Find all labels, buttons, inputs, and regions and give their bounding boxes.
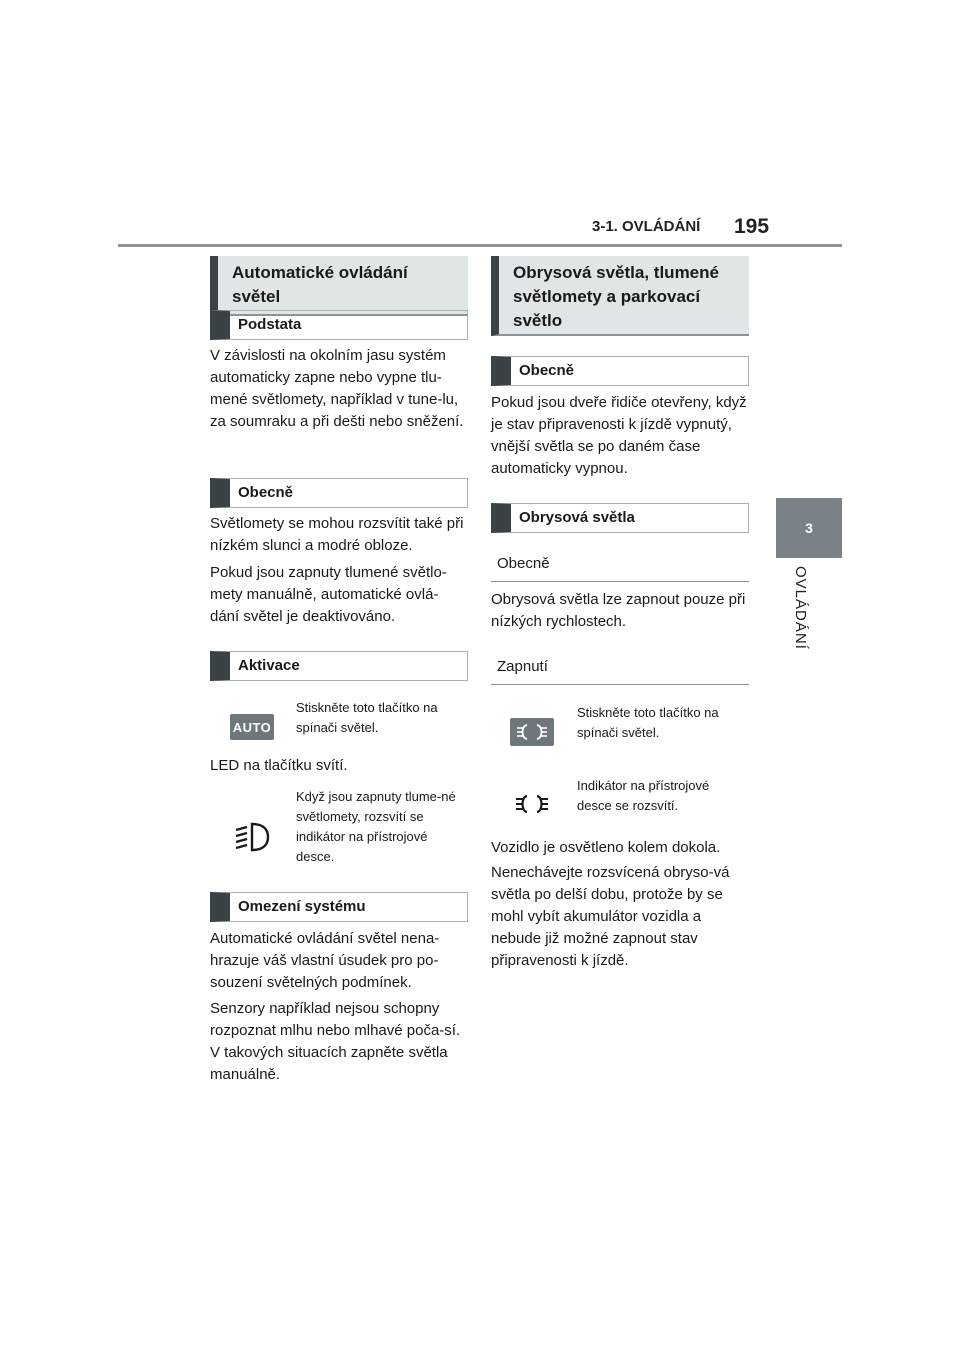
low-beam-desc: Když jsou zapnuty tlume-né světlomety, rozsvítí se indikátor na přístrojové desce. <box>296 789 456 864</box>
omezeni-text-1: Automatické ovládání světel nena-hrazuje váš vlastní úsudek pro po-souzení světelných podmínek. <box>210 930 440 991</box>
page-number: 195 <box>734 215 770 238</box>
obecne-text-1: Světlomety se mohou rozsvítit také při nízkém slunci a modré obloze. <box>210 515 464 554</box>
section-title-parking-lights: Obrysová světla, tlumené světlomety a parkovací světlo <box>491 256 749 336</box>
led-text: LED na tlačítku svítí. <box>210 757 348 774</box>
parking-indicator-desc: Indikátor na přístrojové desce se rozsvítí. <box>577 778 710 813</box>
obrysova-text-3: Nenechávejte rozsvícená obryso-vá světla po delší dobu, protože by se mohl vybít akumulátor vozidla a nebude již možné zapnout stav připravenosti k jízdě. <box>491 864 730 969</box>
obrysova-text-2: Vozidlo je osvětleno kolem dokola. <box>491 839 721 856</box>
chapter-tab-label: OVLÁDÁNÍ <box>792 566 809 650</box>
low-beam-indicator-icon <box>232 820 272 854</box>
auto-button-icon: AUTO <box>230 714 274 740</box>
subsection-obecne: Obecně <box>210 478 468 508</box>
chapter-title: 3-1. OVLÁDÁNÍ <box>592 218 701 235</box>
omezeni-text-2: Senzory například nejsou schopny rozpoznat mlhu nebo mlhavé poča-sí. V takových situacích zapněte světla manuálně. <box>210 1000 461 1083</box>
parking-light-button-icon <box>510 718 554 746</box>
subsection-aktivace: Aktivace <box>210 651 468 681</box>
sub-heading-obecne: Obecně <box>491 555 749 582</box>
sub-heading-zapnuti: Zapnutí <box>491 658 749 685</box>
header-rule <box>118 244 842 247</box>
obecne-right-text: Pokud jsou dveře řidiče otevřeny, když je stav připravenosti k jízdě vypnutý, vnější světla se po daném čase automaticky vypnou. <box>491 394 747 477</box>
auto-button-desc: Stiskněte toto tlačítko na spínači světel. <box>296 700 438 735</box>
parking-button-desc: Stiskněte toto tlačítko na spínači světel. <box>577 705 719 740</box>
subsection-obrysova: Obrysová světla <box>491 503 749 533</box>
obecne-text-2: Pokud jsou zapnuty tlumené světlo-mety manuálně, automatické ovlá-dání světel je deaktivováno. <box>210 564 447 625</box>
subsection-podstata: Podstata <box>210 310 468 340</box>
subsection-obecne-right: Obecně <box>491 356 749 386</box>
section-title-auto-lights: Automatické ovládání světel <box>210 256 468 316</box>
podstata-text: V závislosti na okolním jasu systém automaticky zapne nebo vypne tlu-mené světlomety, například v tune-lu, za soumraku a při dešti nebo sněžení. <box>210 347 464 430</box>
obrysova-text-1: Obrysová světla lze zapnout pouze při nízkých rychlostech. <box>491 591 746 630</box>
subsection-omezeni: Omezení systému <box>210 892 468 922</box>
parking-light-indicator-icon <box>514 793 550 815</box>
chapter-tab: 3 <box>776 498 842 558</box>
